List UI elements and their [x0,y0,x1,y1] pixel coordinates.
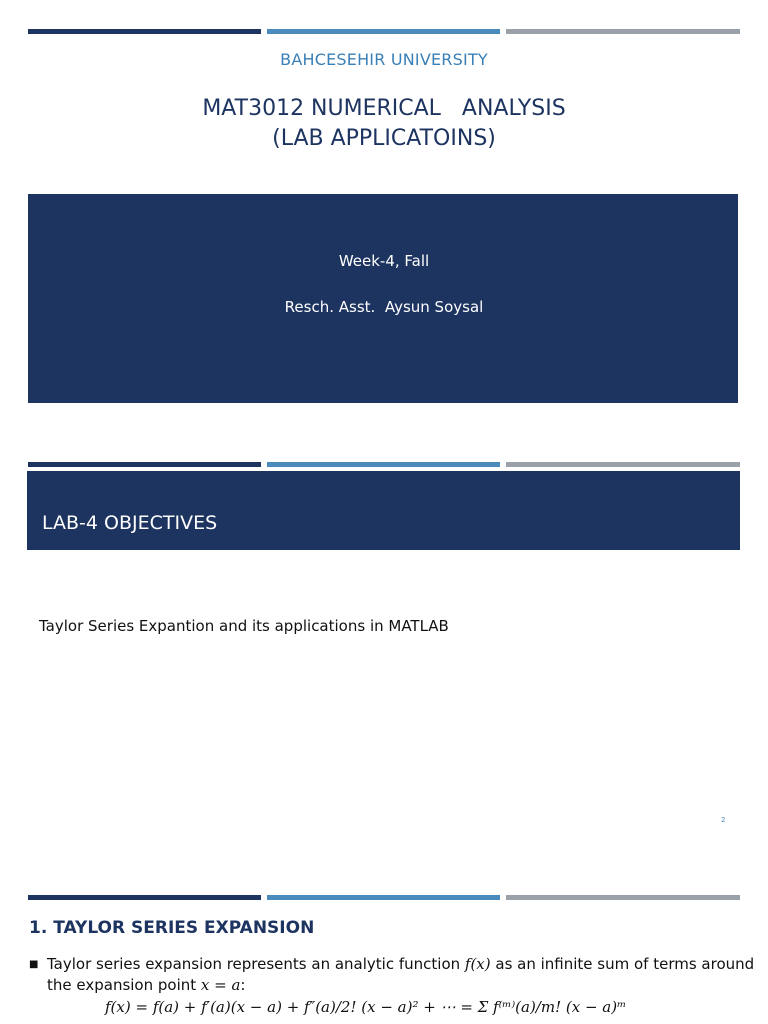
stripe-navy [28,895,261,900]
assistant-name: Resch. Asst. Aysun Soysal [284,298,484,316]
bullet-text [47,954,762,996]
square-bullet-icon: ■ [29,959,39,970]
objectives-title: LAB-4 OBJECTIVES [42,512,218,534]
math-fx: f(x) [464,955,491,973]
slide2-stripes [28,462,740,467]
stripe-navy [28,462,261,467]
objective-text: Taylor Series Expantion and its applications in MATLAB [39,617,449,635]
stripe-gray [506,462,740,467]
course-title-line2: (LAB APPLICATOINS) [272,126,496,151]
stripe-blue [267,895,500,900]
stripe-blue [267,29,500,34]
objectives-banner [27,471,740,550]
math-x-eq-a: x = a [200,976,241,994]
bullet-text-c: : [240,976,246,994]
university-name: BAHCESEHIR UNIVERSITY [280,50,488,69]
top-stripes [28,29,740,34]
slide3-stripes [28,895,740,900]
stripe-navy [28,29,261,34]
taylor-formula: f(x) = f(a) + f′(a)(x − a) + f″(a)/2! (x − a)² + ⋯ = Σ f⁽ᵐ⁾(a)/m! (x − a)ᵐ [105,998,627,1016]
section-title: 1. TAYLOR SERIES EXPANSION [29,918,315,938]
stripe-blue [267,462,500,467]
stripe-gray [506,29,740,34]
bullet-text-b: as an infinite sum of terms around the expansion point [47,955,755,994]
course-title-line1: MAT3012 NUMERICAL ANALYSIS [202,96,566,121]
week-label: Week-4, Fall [338,252,430,270]
course-title [0,94,768,154]
page-number: 2 [721,816,726,824]
stripe-gray [506,895,740,900]
bullet-text-a: Taylor series expansion represents an analytic function [47,955,465,973]
